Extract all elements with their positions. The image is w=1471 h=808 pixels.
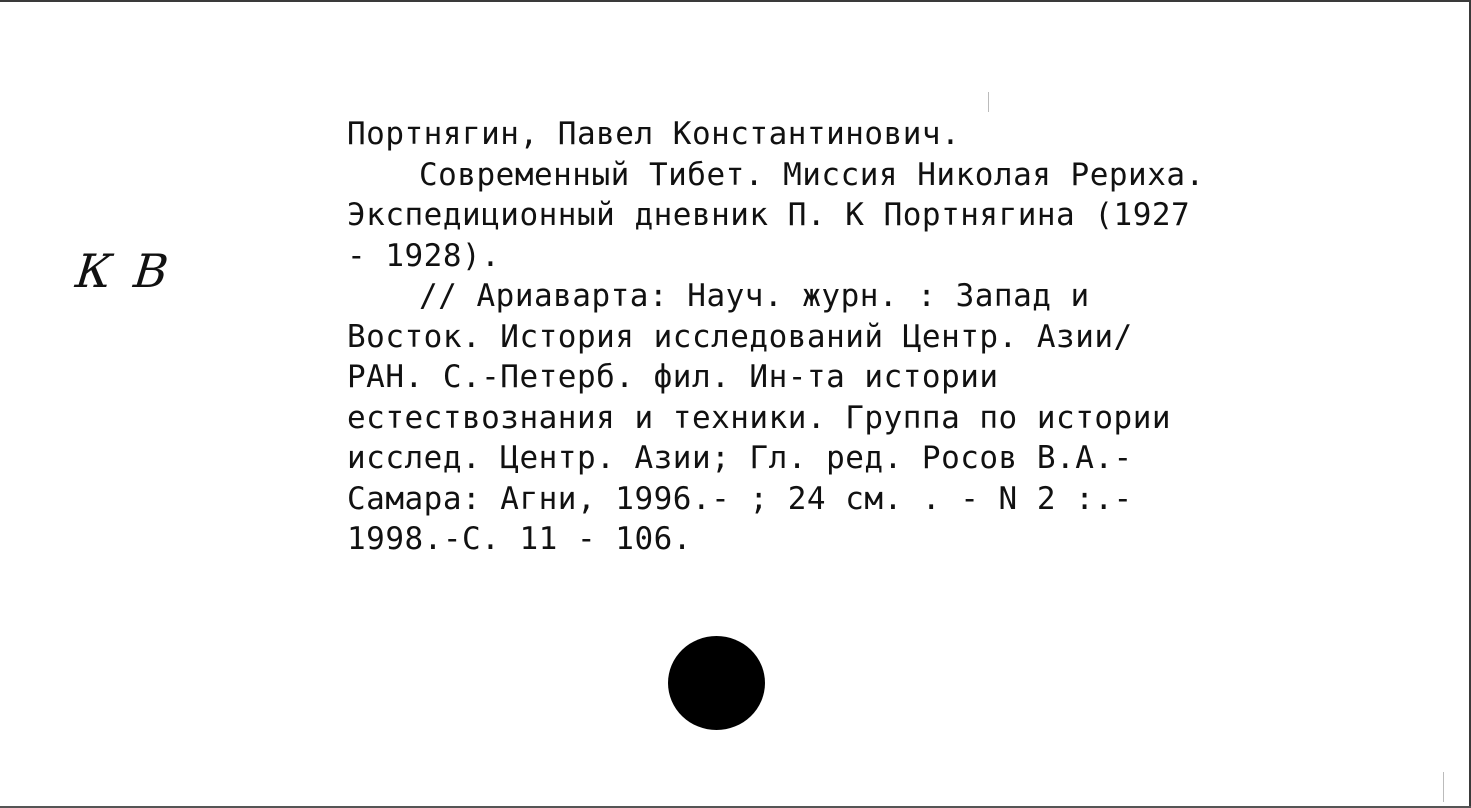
entry-author: Портнягин, Павел Константинович.: [347, 116, 961, 152]
scan-artifact: [1443, 772, 1444, 802]
entry-source-continued: РАН. С.-Петерб. фил. Ин-та истории: [347, 359, 999, 395]
entry-source: // Ариаварта: Науч. журн. : Запад и: [419, 278, 1090, 314]
entry-title-continued: Экспедиционный дневник П. К Портнягина (1927: [347, 197, 1191, 233]
entry-pages: 1998.-С. 11 - 106.: [347, 521, 692, 557]
bibliographic-entry: [347, 114, 1417, 560]
entry-source-continued: исслед. Центр. Азии; Гл. ред. Росов В.А.-: [347, 440, 1133, 476]
entry-publication: Самара: Агни, 1996.- ; 24 см. . - N 2 :.-: [347, 480, 1133, 517]
entry-source-continued: естествознания и техники. Группа по истории: [347, 399, 1172, 436]
punch-hole: [668, 636, 765, 730]
entry-source-continued: Восток. История исследований Центр. Азии/: [347, 318, 1133, 355]
entry-title-continued: - 1928).: [347, 237, 501, 274]
handwritten-shelf-mark: К В: [73, 244, 175, 298]
scan-artifact: [988, 92, 989, 112]
entry-title: Современный Тибет. Миссия Николая Рериха.: [419, 156, 1205, 193]
